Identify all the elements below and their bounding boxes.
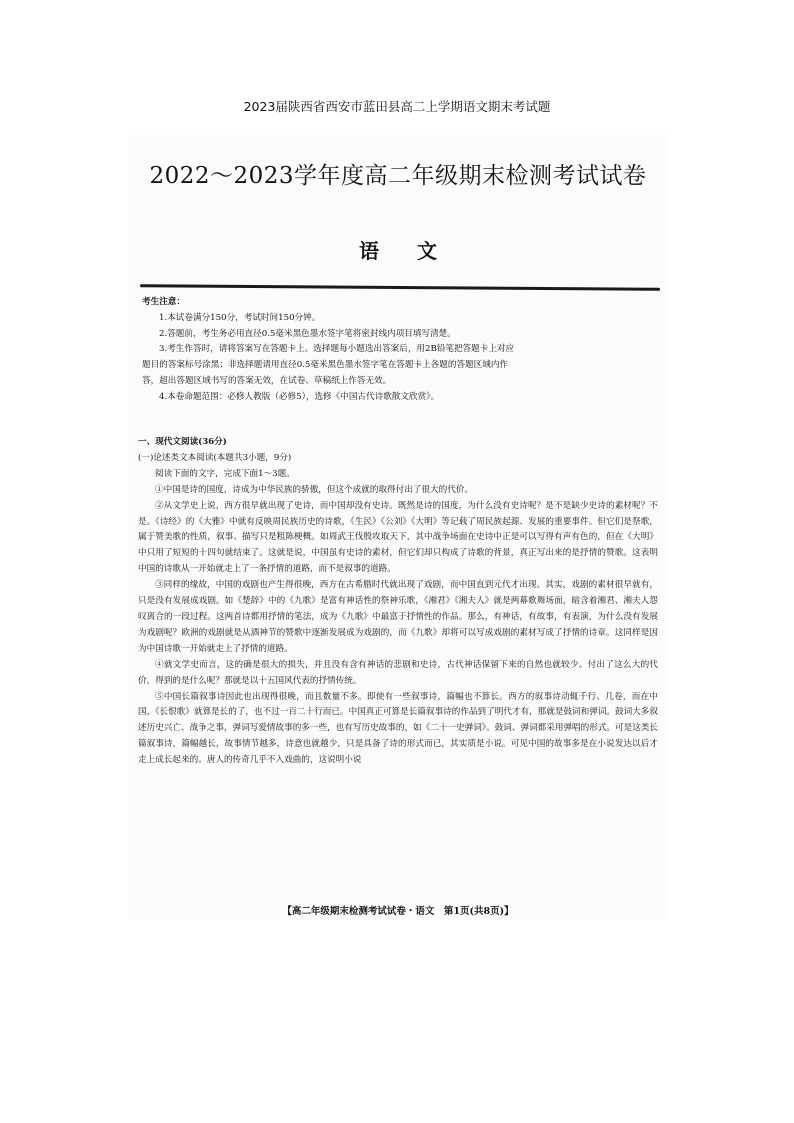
reading-section xyxy=(138,435,658,769)
header-divider xyxy=(140,284,660,291)
notice-item: 3.考生作答时，请将答案写在答题卡上。选择题每小题选出答案后，用2B铅笔把答题卡上对应 xyxy=(159,344,515,355)
exam-title: 2022～2023学年度高二年级期末检测考试试卷 xyxy=(149,163,647,189)
passage-paragraph: ②从文学史上说，西方很早就出现了史诗，而中国却没有史诗。既然是诗的国度，为什么没有史诗呢？是不是缺少史诗的素材呢？不是。《诗经》的《大雅》中就有反映周民族历史的诗歌，《生民》《公刘》《大明》等记载了周民族起源、发展的重要事件。但它们是祭歌，属于赞美歌的性质，叙事、描写只是粗陈梗概。如周武王伐殷攻取天下，其中战争场面在史诗中正是可以写得有声有色的，但在《大明》中只用了短短的十四句就结束了。这就是说，中国虽有史诗的素材，但它们却只构成了诗歌的背景，真正写出来的是抒情的赞歌。这表明中国的诗歌从一开始就走上了一条抒情的道路，而不是叙事的道路。 xyxy=(138,500,658,575)
page-footer: 【高二年级期末检测考试试卷・语文 第1页(共8页)】 xyxy=(282,906,514,917)
notice-item: 题目的答案标号涂黑；非选择题请用直径0.5毫米黑色墨水签字笔在答题卡上各题的答题区域内作 xyxy=(142,360,509,371)
candidate-notice xyxy=(142,295,658,406)
notice-item: 1.本试卷满分150分，考试时间150分钟。 xyxy=(159,312,321,323)
scanned-exam-page xyxy=(128,135,668,920)
notice-item: 4.本卷命题范围：必修人教版（必修5），选修《中国古代诗歌散文欣赏》。 xyxy=(159,391,440,402)
section-instruction: 阅读下面的文字，完成下面1～3题。 xyxy=(155,468,295,479)
section-subheading: (一)论述类文本阅读(本题共3小题，9分) xyxy=(138,452,292,463)
notice-item: 答，超出答题区域书写的答案无效，在试卷、草稿纸上作答无效。 xyxy=(142,375,392,386)
subject-title: 语文 xyxy=(359,239,475,263)
passage-paragraph: ①中国是诗的国度，诗成为中华民族的骄傲，但这个成就的取得付出了很大的代价。 xyxy=(155,484,473,495)
notice-item: 2.答题前，考生务必用直径0.5毫米黑色墨水签字笔将密封线内项目填写清楚。 xyxy=(159,328,456,339)
passage-paragraph: ④就文学史而言，这的确是很大的损失，并且没有含有神话的悲剧和史诗，古代神话保留下来的自然也就较少。付出了这么大的代价，得到的是什么呢？那就是以十五国风代表的抒情传统。 xyxy=(138,659,658,686)
passage-paragraph: ③同样的缘故，中国的戏剧也产生得很晚，西方在古希腊时代就出现了戏剧，而中国直到元代才出现。其实，戏剧的素材很早就有，只是没有发展成戏剧。如《楚辞》中的《九歌》是富有神话性的祭神乐歌，《湘君》《湘夫人》就是两幕歌舞场面，暗含着湘君、湘夫人怨叹离合的一段过程。这两首诗都用抒情的笔法，成为《九歌》中最富于抒情性的作品。那么，有神话，有故事，有表演，为什么没有发展为戏剧呢？欧洲的戏剧就是从酒神节的赞歌中逐渐发展成为戏剧的，而《九歌》却将可以写成戏剧的素材写成了抒情的诗章。这同样是因为中国诗歌一开始就走上了抒情的道路。 xyxy=(138,580,658,654)
notice-title: 考生注意： xyxy=(142,297,185,307)
document-header: 2023届陕西省西安市蓝田县高二上学期语文期末考试题 xyxy=(243,99,551,114)
passage-paragraph: ⑤中国长篇叙事诗因此也出现得很晚，而且数量不多。即使有一些叙事诗，篇幅也不算长。西方的叙事诗动辄千行、几卷，而在中国，《长恨歌》就算是长的了，也不过一百二十行而已。中国真正可算是长篇叙事诗的作品到了明代才有，那就是鼓词和弹词。鼓词大多叙述历史兴亡、战争之事，弹词写爱情故事的多一些，也有写历史故事的，如《二十一史弹词》。鼓词、弹词都采用弹唱的形式。可是这类长篇叙事诗，篇幅越长，故事情节越多，诗意也就越少，只是具备了诗的形式而已，其实质是小说。可见中国的故事多是在小说发达以后才走上成长起来的。唐人的传奇几乎不入戏曲的，这说明小说 xyxy=(138,691,658,766)
section-heading: 一、现代文阅读(36分) xyxy=(138,437,227,447)
